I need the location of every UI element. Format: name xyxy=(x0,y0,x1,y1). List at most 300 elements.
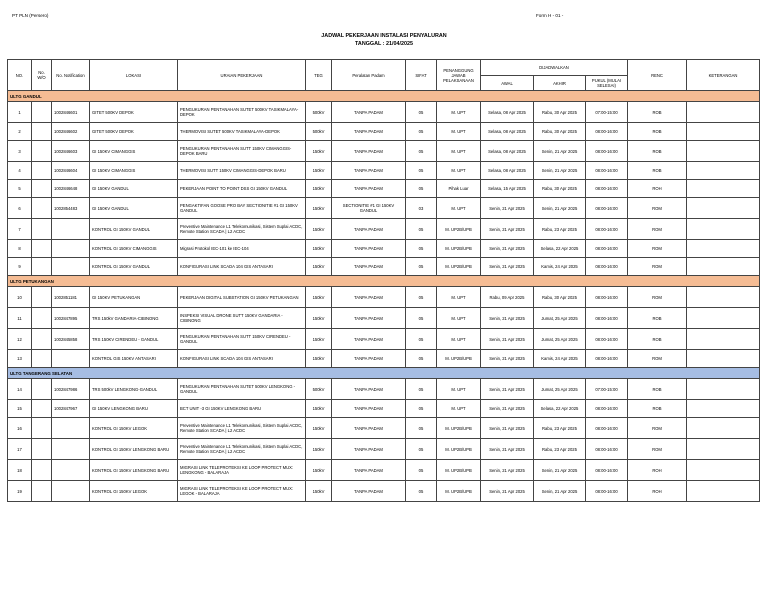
cell-renc: ROB xyxy=(628,329,687,350)
col-dijadwalkan: DIJADWALKAN xyxy=(481,60,628,76)
table-row[interactable] xyxy=(8,287,760,308)
cell-uraian: THERMOVISI SUTET 500KV TASIKMALAYA-DEPOK xyxy=(178,123,306,141)
cell-lokasi: KONTROL GI 150KV CIMANGGIS xyxy=(90,240,178,258)
cell-awal: Senin, 21 Apr 2025 xyxy=(481,379,534,400)
cell-sifat: 05 xyxy=(406,123,437,141)
cell-pukul: 08:00-16:00 xyxy=(586,162,628,180)
cell-lokasi: GI 150KV GANDUL xyxy=(90,198,178,219)
cell-padam: TANPA PADAM xyxy=(332,460,406,481)
cell-wo xyxy=(32,123,52,141)
cell-padam: TANPA PADAM xyxy=(332,102,406,123)
cell-pukul: 08:00-16:00 xyxy=(586,258,628,276)
table-row[interactable] xyxy=(8,379,760,400)
cell-padam: TANPA PADAM xyxy=(332,308,406,329)
form-number: Form H - 01 - xyxy=(536,13,564,18)
cell-wo xyxy=(32,418,52,439)
schedule-body xyxy=(8,91,760,502)
cell-keterangan xyxy=(687,439,760,460)
cell-renc: ROM xyxy=(628,287,687,308)
cell-penanggung-jawab: M. UPT xyxy=(437,379,481,400)
cell-wo xyxy=(32,329,52,350)
cell-lokasi: KONTROL GI 150KV LENGKONG BARU xyxy=(90,460,178,481)
section-title: ULTG GANDUL xyxy=(8,91,760,102)
cell-pukul: 08:00-16:00 xyxy=(586,460,628,481)
company-name: PT PLN (Persero) xyxy=(12,13,49,18)
cell-lokasi: TRS 500kV LENGKONG-GANDUL xyxy=(90,379,178,400)
cell-renc: ROB xyxy=(628,379,687,400)
cell-notification xyxy=(52,219,90,240)
cell-uraian: PENGAKTIFAN GOOSE PRO BAY SECTIONITIE #1 GI 150KV GANDUL xyxy=(178,198,306,219)
cell-penanggung-jawab: M. UPT xyxy=(437,123,481,141)
cell-wo xyxy=(32,439,52,460)
section-title: ULTG PETUKANGAN xyxy=(8,276,760,287)
cell-akhir: Rabu, 30 Apr 2025 xyxy=(534,123,586,141)
cell-awal: Senin, 21 Apr 2025 xyxy=(481,219,534,240)
cell-penanggung-jawab: M. UP2B/UPB xyxy=(437,481,481,502)
cell-padam: TANPA PADAM xyxy=(332,287,406,308)
table-row[interactable] xyxy=(8,180,760,198)
col-notification: No. Notification xyxy=(52,60,90,91)
cell-akhir: Selasa, 22 Apr 2025 xyxy=(534,400,586,418)
cell-keterangan xyxy=(687,350,760,368)
cell-keterangan xyxy=(687,287,760,308)
cell-sifat: 03 xyxy=(406,198,437,219)
cell-teg: 150kV xyxy=(306,180,332,198)
cell-renc: ROM xyxy=(628,350,687,368)
cell-akhir: Jumat, 25 Apr 2025 xyxy=(534,308,586,329)
cell-uraian: BCT UNIT -3 GI 150KV LENGKONG BARU xyxy=(178,400,306,418)
cell-wo xyxy=(32,180,52,198)
cell-awal: Rabu, 09 Apr 2025 xyxy=(481,287,534,308)
cell-uraian: Migrasi Protokol IEC-101 ke IEC-104 xyxy=(178,240,306,258)
cell-sifat: 05 xyxy=(406,418,437,439)
cell-awal: Selasa, 08 Apr 2025 xyxy=(481,162,534,180)
section-header xyxy=(8,368,760,379)
col-akhir: AKHIR xyxy=(534,76,586,91)
cell-no: 13 xyxy=(8,350,32,368)
cell-renc: ROH xyxy=(628,481,687,502)
cell-notification xyxy=(52,460,90,481)
cell-teg: 150kV xyxy=(306,219,332,240)
cell-no: 2 xyxy=(8,123,32,141)
cell-teg: 150kV xyxy=(306,287,332,308)
cell-teg: 150kV xyxy=(306,141,332,162)
cell-renc: ROH xyxy=(628,180,687,198)
cell-padam: TANPA PADAM xyxy=(332,329,406,350)
col-no: NO. xyxy=(8,60,32,91)
cell-teg: 150kV xyxy=(306,329,332,350)
cell-renc: ROM xyxy=(628,439,687,460)
cell-renc: ROB xyxy=(628,400,687,418)
cell-lokasi: TRS 150kV GANDARIA-CIBINONG xyxy=(90,308,178,329)
col-sifat: SIFAT xyxy=(406,60,437,91)
cell-pukul: 08:00-16:00 xyxy=(586,400,628,418)
cell-renc: ROM xyxy=(628,240,687,258)
col-uraian: URAIAN PEKERJAAN xyxy=(178,60,306,91)
cell-akhir: Rabu, 30 Apr 2025 xyxy=(534,287,586,308)
cell-wo xyxy=(32,481,52,502)
cell-teg: 500kV xyxy=(306,102,332,123)
cell-padam: TANPA PADAM xyxy=(332,350,406,368)
cell-notification: 1002847986 xyxy=(52,379,90,400)
table-row[interactable] xyxy=(8,219,760,240)
cell-keterangan xyxy=(687,123,760,141)
cell-akhir: Jumat, 25 Apr 2025 xyxy=(534,379,586,400)
cell-lokasi: KONTROL GI 150KV LENGKONG BARU xyxy=(90,439,178,460)
cell-notification: 1002851181 xyxy=(52,287,90,308)
cell-penanggung-jawab: M. UPT xyxy=(437,287,481,308)
cell-padam: TANPA PADAM xyxy=(332,258,406,276)
cell-awal: Selasa, 08 Apr 2025 xyxy=(481,141,534,162)
cell-wo xyxy=(32,400,52,418)
table-row[interactable] xyxy=(8,460,760,481)
cell-sifat: 05 xyxy=(406,287,437,308)
cell-sifat: 05 xyxy=(406,102,437,123)
cell-notification: 1002845858 xyxy=(52,329,90,350)
cell-lokasi: TRS 150KV CIRENDEU - GANDUL xyxy=(90,329,178,350)
cell-awal: Senin, 21 Apr 2025 xyxy=(481,240,534,258)
cell-teg: 500kV xyxy=(306,123,332,141)
cell-sifat: 05 xyxy=(406,308,437,329)
cell-sifat: 05 xyxy=(406,219,437,240)
cell-uraian: PENGUKURAN PENTANAHAN SUTT 150KV CIRENDEU - GANDUL xyxy=(178,329,306,350)
cell-lokasi: GI 150KV GANDUL xyxy=(90,180,178,198)
cell-teg: 150kV xyxy=(306,258,332,276)
cell-akhir: Senin, 21 Apr 2025 xyxy=(534,481,586,502)
table-row[interactable] xyxy=(8,102,760,123)
cell-pukul: 08:00-16:00 xyxy=(586,240,628,258)
cell-no: 11 xyxy=(8,308,32,329)
table-row[interactable] xyxy=(8,350,760,368)
cell-akhir: Senin, 21 Apr 2025 xyxy=(534,460,586,481)
cell-penanggung-jawab: M. UP2B/UPB xyxy=(437,240,481,258)
cell-pukul: 08:00-16:00 xyxy=(586,287,628,308)
cell-penanggung-jawab: M. UPT xyxy=(437,162,481,180)
cell-teg: 150kV xyxy=(306,308,332,329)
cell-penanggung-jawab: M. UPT xyxy=(437,329,481,350)
cell-notification: 1002846648 xyxy=(52,180,90,198)
table-row[interactable] xyxy=(8,400,760,418)
header-row xyxy=(8,60,760,76)
cell-awal: Selasa, 08 Apr 2025 xyxy=(481,102,534,123)
cell-sifat: 05 xyxy=(406,329,437,350)
cell-renc: ROM xyxy=(628,198,687,219)
table-row[interactable] xyxy=(8,198,760,219)
cell-renc: ROM xyxy=(628,418,687,439)
cell-no: 8 xyxy=(8,240,32,258)
cell-renc: ROB xyxy=(628,162,687,180)
cell-teg: 150kV xyxy=(306,481,332,502)
section-header xyxy=(8,91,760,102)
table-row[interactable] xyxy=(8,258,760,276)
cell-lokasi: KONTROL GIS 150KV ANTASARI xyxy=(90,350,178,368)
cell-penanggung-jawab: M. UP2B/UPB xyxy=(437,350,481,368)
cell-notification: 1002854483 xyxy=(52,198,90,219)
cell-wo xyxy=(32,240,52,258)
cell-akhir: Senin, 21 Apr 2025 xyxy=(534,198,586,219)
cell-uraian: Preventive Maintenance L1 Telekomunikasi, Sistem Suplai ACDC, Remote Station SCADA | L2 ACDC xyxy=(178,439,306,460)
cell-keterangan xyxy=(687,258,760,276)
cell-penanggung-jawab: M. UP2B/UPB xyxy=(437,258,481,276)
cell-keterangan xyxy=(687,198,760,219)
cell-sifat: 05 xyxy=(406,240,437,258)
cell-wo xyxy=(32,141,52,162)
cell-akhir: Kamis, 24 Apr 2025 xyxy=(534,258,586,276)
cell-pukul: 08:00-16:00 xyxy=(586,439,628,460)
cell-no: 1 xyxy=(8,102,32,123)
cell-keterangan xyxy=(687,400,760,418)
cell-awal: Senin, 21 Apr 2025 xyxy=(481,400,534,418)
cell-notification: 1002846604 xyxy=(52,162,90,180)
cell-notification xyxy=(52,350,90,368)
cell-penanggung-jawab: M. UP2B/UPB xyxy=(437,219,481,240)
cell-renc: ROB xyxy=(628,123,687,141)
cell-wo xyxy=(32,287,52,308)
cell-akhir: Senin, 21 Apr 2025 xyxy=(534,141,586,162)
cell-notification: 1002847895 xyxy=(52,308,90,329)
cell-awal: Senin, 21 Apr 2025 xyxy=(481,350,534,368)
cell-wo xyxy=(32,379,52,400)
cell-wo xyxy=(32,102,52,123)
col-awal: AWAL xyxy=(481,76,534,91)
table-row[interactable] xyxy=(8,418,760,439)
cell-awal: Selasa, 15 Apr 2025 xyxy=(481,180,534,198)
cell-padam: SECTIONITIE #1 GI 150KV GANDUL xyxy=(332,198,406,219)
cell-keterangan xyxy=(687,141,760,162)
cell-renc: ROM xyxy=(628,258,687,276)
cell-uraian: THERMOVISI SUTT 150KV CIMANGGIS-DEPOK BARU xyxy=(178,162,306,180)
cell-notification xyxy=(52,439,90,460)
cell-lokasi: GI 150KV CIMANGGIS xyxy=(90,162,178,180)
document-title xyxy=(0,32,768,48)
table-row[interactable] xyxy=(8,123,760,141)
cell-akhir: Rabu, 23 Apr 2025 xyxy=(534,439,586,460)
cell-awal: Selasa, 08 Apr 2025 xyxy=(481,123,534,141)
cell-wo xyxy=(32,162,52,180)
cell-sifat: 05 xyxy=(406,258,437,276)
cell-wo xyxy=(32,219,52,240)
cell-keterangan xyxy=(687,102,760,123)
cell-lokasi: KONTROL GI 150KV LEGOK xyxy=(90,481,178,502)
cell-awal: Senin, 21 Apr 2025 xyxy=(481,198,534,219)
cell-no: 7 xyxy=(8,219,32,240)
cell-teg: 150kV xyxy=(306,198,332,219)
cell-pukul: 08:00-16:00 xyxy=(586,198,628,219)
table-row[interactable] xyxy=(8,329,760,350)
cell-awal: Senin, 21 Apr 2025 xyxy=(481,418,534,439)
cell-padam: TANPA PADAM xyxy=(332,379,406,400)
cell-teg: 500kV xyxy=(306,379,332,400)
table-row[interactable] xyxy=(8,481,760,502)
cell-uraian: KONFIGURASI LINK SCADA 104 GIS ANTASARI xyxy=(178,350,306,368)
col-pukul: PUKUL (MULAI SELESAI) xyxy=(586,76,628,91)
cell-notification: 1002846602 xyxy=(52,123,90,141)
cell-sifat: 05 xyxy=(406,162,437,180)
cell-wo xyxy=(32,350,52,368)
cell-awal: Senin, 21 Apr 2025 xyxy=(481,329,534,350)
cell-uraian: INSPEKSI VISUAL DRONE SUTT 150KV GANDARIA - CIBINONG xyxy=(178,308,306,329)
cell-sifat: 05 xyxy=(406,400,437,418)
cell-uraian: PEKERJAAN POINT TO POINT DSS GI 150KV GANDUL xyxy=(178,180,306,198)
cell-keterangan xyxy=(687,219,760,240)
cell-no: 15 xyxy=(8,400,32,418)
cell-lokasi: KONTROL GI 150KV LEGOK xyxy=(90,418,178,439)
cell-keterangan xyxy=(687,481,760,502)
cell-uraian: MIGRASI LINK TELEPROTEKSI KE LOOP PROTECT MUX: LENGKONG - BALARAJA xyxy=(178,460,306,481)
cell-akhir: Jumat, 25 Apr 2025 xyxy=(534,329,586,350)
cell-wo xyxy=(32,258,52,276)
cell-sifat: 05 xyxy=(406,439,437,460)
cell-no: 18 xyxy=(8,460,32,481)
cell-awal: Senin, 21 Apr 2025 xyxy=(481,439,534,460)
schedule-table xyxy=(7,59,760,502)
cell-no: 16 xyxy=(8,418,32,439)
cell-keterangan xyxy=(687,418,760,439)
cell-no: 17 xyxy=(8,439,32,460)
cell-teg: 150kV xyxy=(306,418,332,439)
date-line: TANGGAL : 21/04/2025 xyxy=(355,41,413,47)
cell-lokasi: GITET 500KV DEPOK xyxy=(90,123,178,141)
cell-akhir: Rabu, 23 Apr 2025 xyxy=(534,219,586,240)
col-teg: TEG xyxy=(306,60,332,91)
cell-teg: 150kV xyxy=(306,240,332,258)
table-row[interactable] xyxy=(8,439,760,460)
cell-keterangan xyxy=(687,329,760,350)
cell-sifat: 05 xyxy=(406,180,437,198)
cell-pukul: 08:00-16:00 xyxy=(586,308,628,329)
cell-no: 3 xyxy=(8,141,32,162)
section-title: ULTG TANGERANG SELATAN xyxy=(8,368,760,379)
cell-padam: TANPA PADAM xyxy=(332,400,406,418)
cell-no: 10 xyxy=(8,287,32,308)
cell-padam: TANPA PADAM xyxy=(332,141,406,162)
cell-pukul: 08:00-16:00 xyxy=(586,350,628,368)
cell-padam: TANPA PADAM xyxy=(332,162,406,180)
cell-wo xyxy=(32,308,52,329)
cell-keterangan xyxy=(687,180,760,198)
cell-renc: ROB xyxy=(628,102,687,123)
cell-lokasi: KONTROL GI 150KV GANDUL xyxy=(90,219,178,240)
cell-uraian: MIGRASI LINK TELEPROTEKSI KE LOOP PROTECT MUX: LEGOK - BALARAJA xyxy=(178,481,306,502)
cell-akhir: Senin, 21 Apr 2025 xyxy=(534,162,586,180)
cell-pukul: 08:00-16:00 xyxy=(586,329,628,350)
cell-renc: ROH xyxy=(628,460,687,481)
col-lokasi: LOKASI xyxy=(90,60,178,91)
cell-penanggung-jawab: M. UP2B/UPB xyxy=(437,460,481,481)
cell-keterangan xyxy=(687,379,760,400)
cell-renc: ROM xyxy=(628,219,687,240)
cell-akhir: Rabu, 30 Apr 2025 xyxy=(534,180,586,198)
cell-penanggung-jawab: Pihak Luar xyxy=(437,180,481,198)
cell-notification xyxy=(52,418,90,439)
cell-notification: 1002846601 xyxy=(52,102,90,123)
cell-pukul: 07:00-15:00 xyxy=(586,102,628,123)
cell-no: 12 xyxy=(8,329,32,350)
cell-uraian: PENGUKURAN PENTANAHAN SUTET 500KV LENGKONG - GANDUL xyxy=(178,379,306,400)
table-row[interactable] xyxy=(8,308,760,329)
cell-uraian: PENGUKURAN PENTANAHAN SUTT 150KV CIMANGGIS-DEPOK BARU xyxy=(178,141,306,162)
cell-no: 9 xyxy=(8,258,32,276)
cell-lokasi: KONTROL GI 150KV GANDUL xyxy=(90,258,178,276)
cell-no: 19 xyxy=(8,481,32,502)
cell-pukul: 08:00-16:00 xyxy=(586,123,628,141)
cell-uraian: Preventive Maintenance L1 Telekomunikasi, Sistem Suplai ACDC, Remote Station SCADA | L2 ACDC xyxy=(178,219,306,240)
cell-akhir: Selasa, 22 Apr 2025 xyxy=(534,240,586,258)
cell-keterangan xyxy=(687,308,760,329)
cell-penanggung-jawab: M. UPT xyxy=(437,102,481,123)
cell-teg: 150kV xyxy=(306,460,332,481)
cell-penanggung-jawab: M. UP2B/UPB xyxy=(437,439,481,460)
cell-pukul: 08:00-16:00 xyxy=(586,180,628,198)
cell-awal: Senin, 21 Apr 2025 xyxy=(481,481,534,502)
cell-uraian: Preventive Maintenance L1 Telekomunikasi, Sistem Suplai ACDC, Remote Station SCADA | L2 ACDC xyxy=(178,418,306,439)
cell-teg: 150kV xyxy=(306,439,332,460)
col-penanggung-jawab: PENANGGUNG JAWAB PELAKSANAAN xyxy=(437,60,481,91)
cell-notification xyxy=(52,481,90,502)
cell-lokasi: GI 150KV CIMANGGIS xyxy=(90,141,178,162)
cell-notification: 1002846603 xyxy=(52,141,90,162)
cell-penanggung-jawab: M. UPT xyxy=(437,400,481,418)
cell-penanggung-jawab: M. UPT xyxy=(437,308,481,329)
cell-padam: TANPA PADAM xyxy=(332,439,406,460)
cell-padam: TANPA PADAM xyxy=(332,418,406,439)
col-padam: Peralatan Padam xyxy=(332,60,406,91)
cell-notification: 1002847967 xyxy=(52,400,90,418)
cell-pukul: 08:00-16:00 xyxy=(586,418,628,439)
col-wo: No. W/O xyxy=(32,60,52,91)
cell-akhir: Rabu, 23 Apr 2025 xyxy=(534,418,586,439)
cell-no: 4 xyxy=(8,162,32,180)
cell-sifat: 05 xyxy=(406,379,437,400)
cell-sifat: 05 xyxy=(406,350,437,368)
cell-awal: Senin, 21 Apr 2025 xyxy=(481,308,534,329)
table-row[interactable] xyxy=(8,162,760,180)
col-keterangan: KETERANGAN xyxy=(687,60,760,91)
cell-pukul: 08:00-16:00 xyxy=(586,481,628,502)
cell-pukul: 08:00-16:00 xyxy=(586,141,628,162)
cell-keterangan xyxy=(687,240,760,258)
cell-pukul: 07:00-15:00 xyxy=(586,379,628,400)
cell-sifat: 05 xyxy=(406,460,437,481)
cell-teg: 150kV xyxy=(306,350,332,368)
cell-penanggung-jawab: M. UPT xyxy=(437,141,481,162)
cell-wo xyxy=(32,198,52,219)
cell-renc: ROB xyxy=(628,308,687,329)
cell-no: 14 xyxy=(8,379,32,400)
section-header xyxy=(8,276,760,287)
cell-sifat: 05 xyxy=(406,481,437,502)
cell-padam: TANPA PADAM xyxy=(332,219,406,240)
cell-padam: TANPA PADAM xyxy=(332,123,406,141)
cell-lokasi: GITET 500KV DEPOK xyxy=(90,102,178,123)
title-line: JADWAL PEKERJAAN INSTALASI PENYALURAN xyxy=(321,33,447,39)
cell-awal: Senin, 21 Apr 2025 xyxy=(481,460,534,481)
cell-akhir: Kamis, 24 Apr 2025 xyxy=(534,350,586,368)
cell-awal: Senin, 21 Apr 2025 xyxy=(481,258,534,276)
cell-penanggung-jawab: M. UPT xyxy=(437,198,481,219)
cell-no: 6 xyxy=(8,198,32,219)
cell-akhir: Rabu, 30 Apr 2025 xyxy=(534,102,586,123)
table-row[interactable] xyxy=(8,240,760,258)
cell-pukul: 08:00-16:00 xyxy=(586,219,628,240)
cell-notification xyxy=(52,258,90,276)
cell-renc: ROB xyxy=(628,141,687,162)
table-row[interactable] xyxy=(8,141,760,162)
cell-teg: 150kV xyxy=(306,162,332,180)
cell-uraian: PEKERJAAN DIGITAL SUBSTATION GI 150KV PETUKANGAN xyxy=(178,287,306,308)
cell-teg: 150kV xyxy=(306,400,332,418)
cell-padam: TANPA PADAM xyxy=(332,240,406,258)
